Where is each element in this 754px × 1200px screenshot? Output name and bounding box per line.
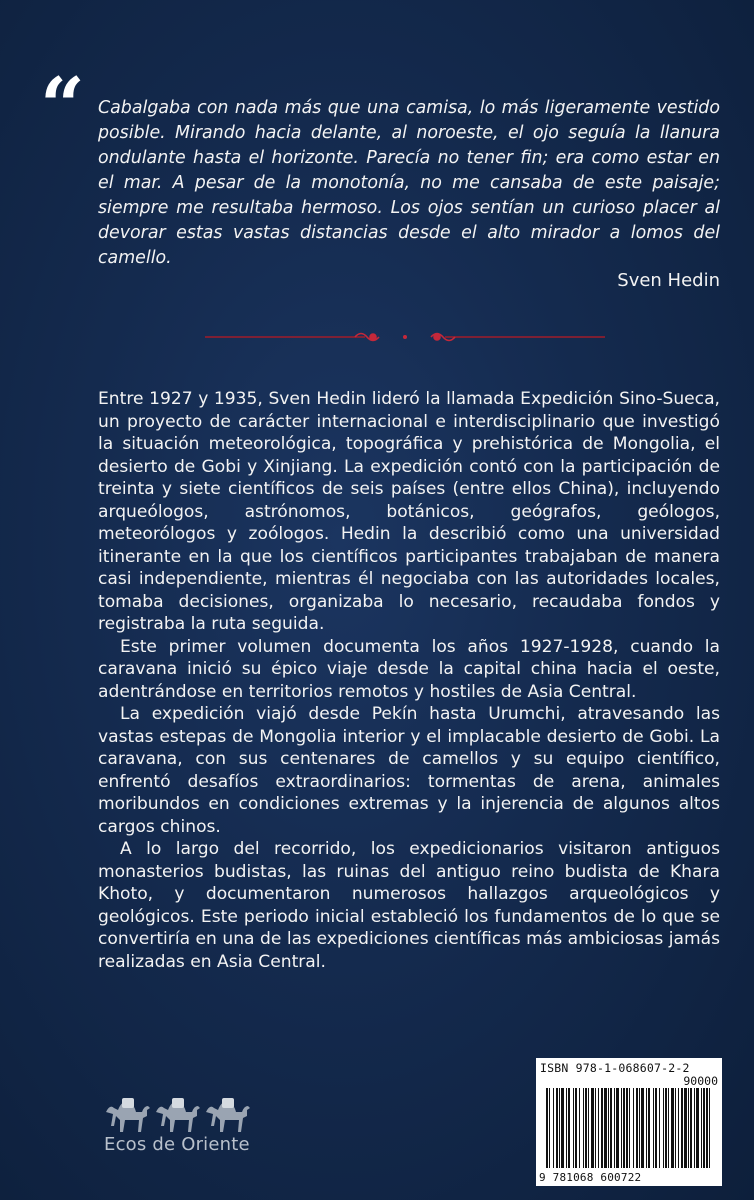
barcode-bar	[616, 1088, 619, 1168]
barcode-bar	[639, 1088, 640, 1168]
barcode-bars	[544, 1088, 716, 1168]
synopsis-paragraph: La expedición viajó desde Pekín hasta Urumchi, atravesando las vastas estepas de Mongolia interior y el implacable desierto de Gobi. La caravana, con sus centenares de camellos y su equipo científico, enfrentó desafíos extraordinarios: tormentas de arena, animales moribundos en condiciones extremas y la injerencia de algunos altos cargos chinos.	[98, 704, 720, 837]
barcode-bar	[648, 1088, 650, 1168]
barcode-bar	[706, 1088, 708, 1168]
isbn-barcode	[536, 1058, 722, 1186]
barcode-bar	[633, 1088, 634, 1168]
barcode-bar	[579, 1088, 580, 1168]
barcode-bar	[688, 1088, 689, 1168]
synopsis-paragraph: Entre 1927 y 1935, Sven Hedin lideró la llamada Expedición Sino-Sueca, un proyecto de carácter internacional e interdisciplinario que investigó la situación meteorológica, topográfica y prehistórica de Mongolia, el desierto de Gobi y Xinjiang. La expedición contó con la participación de treinta y siete científicos de seis países (entre ellos China), incluyendo arqueólogos, astrónomos, botánicos, geógrafos, geólogos, meteorólogos y zoólogos. Hedin la describió como una universidad itinerante en la que los científicos participantes trabajaban de manera casi independiente, mientras él negociaba con las autoridades locales, tomaba decisiones, organizaba lo necesario, recaudaba fondos y registraba la ruta seguida.	[98, 389, 720, 634]
back-cover-synopsis	[98, 388, 720, 973]
barcode-bar	[575, 1088, 577, 1168]
barcode-bar	[573, 1088, 574, 1168]
barcode-bar	[696, 1088, 699, 1168]
barcode-bar	[684, 1088, 687, 1168]
barcode-bar	[553, 1088, 554, 1168]
barcode-bar	[595, 1088, 596, 1168]
ornamental-divider	[205, 326, 605, 348]
barcode-bar	[690, 1088, 692, 1168]
barcode-bar	[561, 1088, 564, 1168]
isbn-label: ISBN 978-1-068607-2-2	[540, 1061, 690, 1075]
barcode-bar	[694, 1088, 695, 1168]
barcode-bar	[668, 1088, 669, 1168]
barcode-bar	[671, 1088, 674, 1168]
barcode-bar	[588, 1088, 589, 1168]
barcode-bar	[701, 1088, 702, 1168]
barcode-bar	[556, 1088, 558, 1168]
center-dot-icon	[403, 335, 407, 339]
synopsis-paragraph: A lo largo del recorrido, los expedicionarios visitaron antiguos monasterios budistas, las ruinas del antiguo reino budista de Khara Khoto, y documentaron numerosos hallazgos arqueológicos y geológicos. Este periodo inicial estableció los fundamentos de lo que se convertiría en una de las expediciones científicas más ambiciosas jamás realizadas en Asia Central.	[98, 839, 720, 972]
price-code: 90000	[683, 1074, 718, 1088]
barcode-bar	[675, 1088, 676, 1168]
barcode-bar	[591, 1088, 594, 1168]
barcode-bar	[709, 1088, 710, 1168]
barcode-bar	[681, 1088, 683, 1168]
barcode-bar	[655, 1088, 657, 1168]
publisher-name: Ecos de Oriente	[104, 1134, 250, 1155]
barcode-bar	[659, 1088, 660, 1168]
barcode-bar	[608, 1088, 609, 1168]
barcode-bar	[678, 1088, 679, 1168]
barcode-bar	[568, 1088, 570, 1168]
barcode-bar	[665, 1088, 667, 1168]
barcode-bar	[583, 1088, 584, 1168]
synopsis-paragraph: Este primer volumen documenta los años 1927-1928, cuando la caravana inició su épico viaje desde la capital china hacia el oeste, adentrándose en territorios remotos y hostiles de Asia Central.	[98, 636, 720, 702]
camel-caravan-icon	[104, 1090, 274, 1136]
quote-author: Sven Hedin	[617, 270, 720, 291]
barcode-bar	[629, 1088, 630, 1168]
barcode-bar	[559, 1088, 560, 1168]
barcode-bar	[546, 1088, 548, 1168]
barcode-bar	[598, 1088, 599, 1168]
barcode-bar	[623, 1088, 625, 1168]
barcode-bar	[585, 1088, 587, 1168]
barcode-bar	[653, 1088, 654, 1168]
barcode-bar	[663, 1088, 664, 1168]
barcode-number: 9 781068 600722	[539, 1171, 642, 1184]
barcode-bar	[626, 1088, 628, 1168]
barcode-bar	[621, 1088, 622, 1168]
epigraph-quote: Cabalgaba con nada más que una camisa, lo más ligeramente vestido posible. Mirando hacia delante, al noroeste, el ojo seguía la llanura ondulante hasta el horizonte. Parecía no tener fin; era como estar en el mar. A pesar de la monotonía, no me cansaba de este paisaje; siempre me resultaba hermoso. Los ojos sentían un curioso placer al devorar estas vastas distancias desde el alto mirador a lomos del camello.	[98, 98, 720, 268]
barcode-bar	[636, 1088, 638, 1168]
barcode-bar	[703, 1088, 705, 1168]
barcode-bar	[614, 1088, 615, 1168]
barcode-bar	[601, 1088, 603, 1168]
barcode-bar	[549, 1088, 550, 1168]
quote-mark-icon: “	[40, 61, 85, 152]
barcode-bar	[646, 1088, 647, 1168]
barcode-bar	[604, 1088, 607, 1168]
barcode-bar	[610, 1088, 612, 1168]
barcode-bar	[566, 1088, 567, 1168]
barcode-bar	[641, 1088, 644, 1168]
